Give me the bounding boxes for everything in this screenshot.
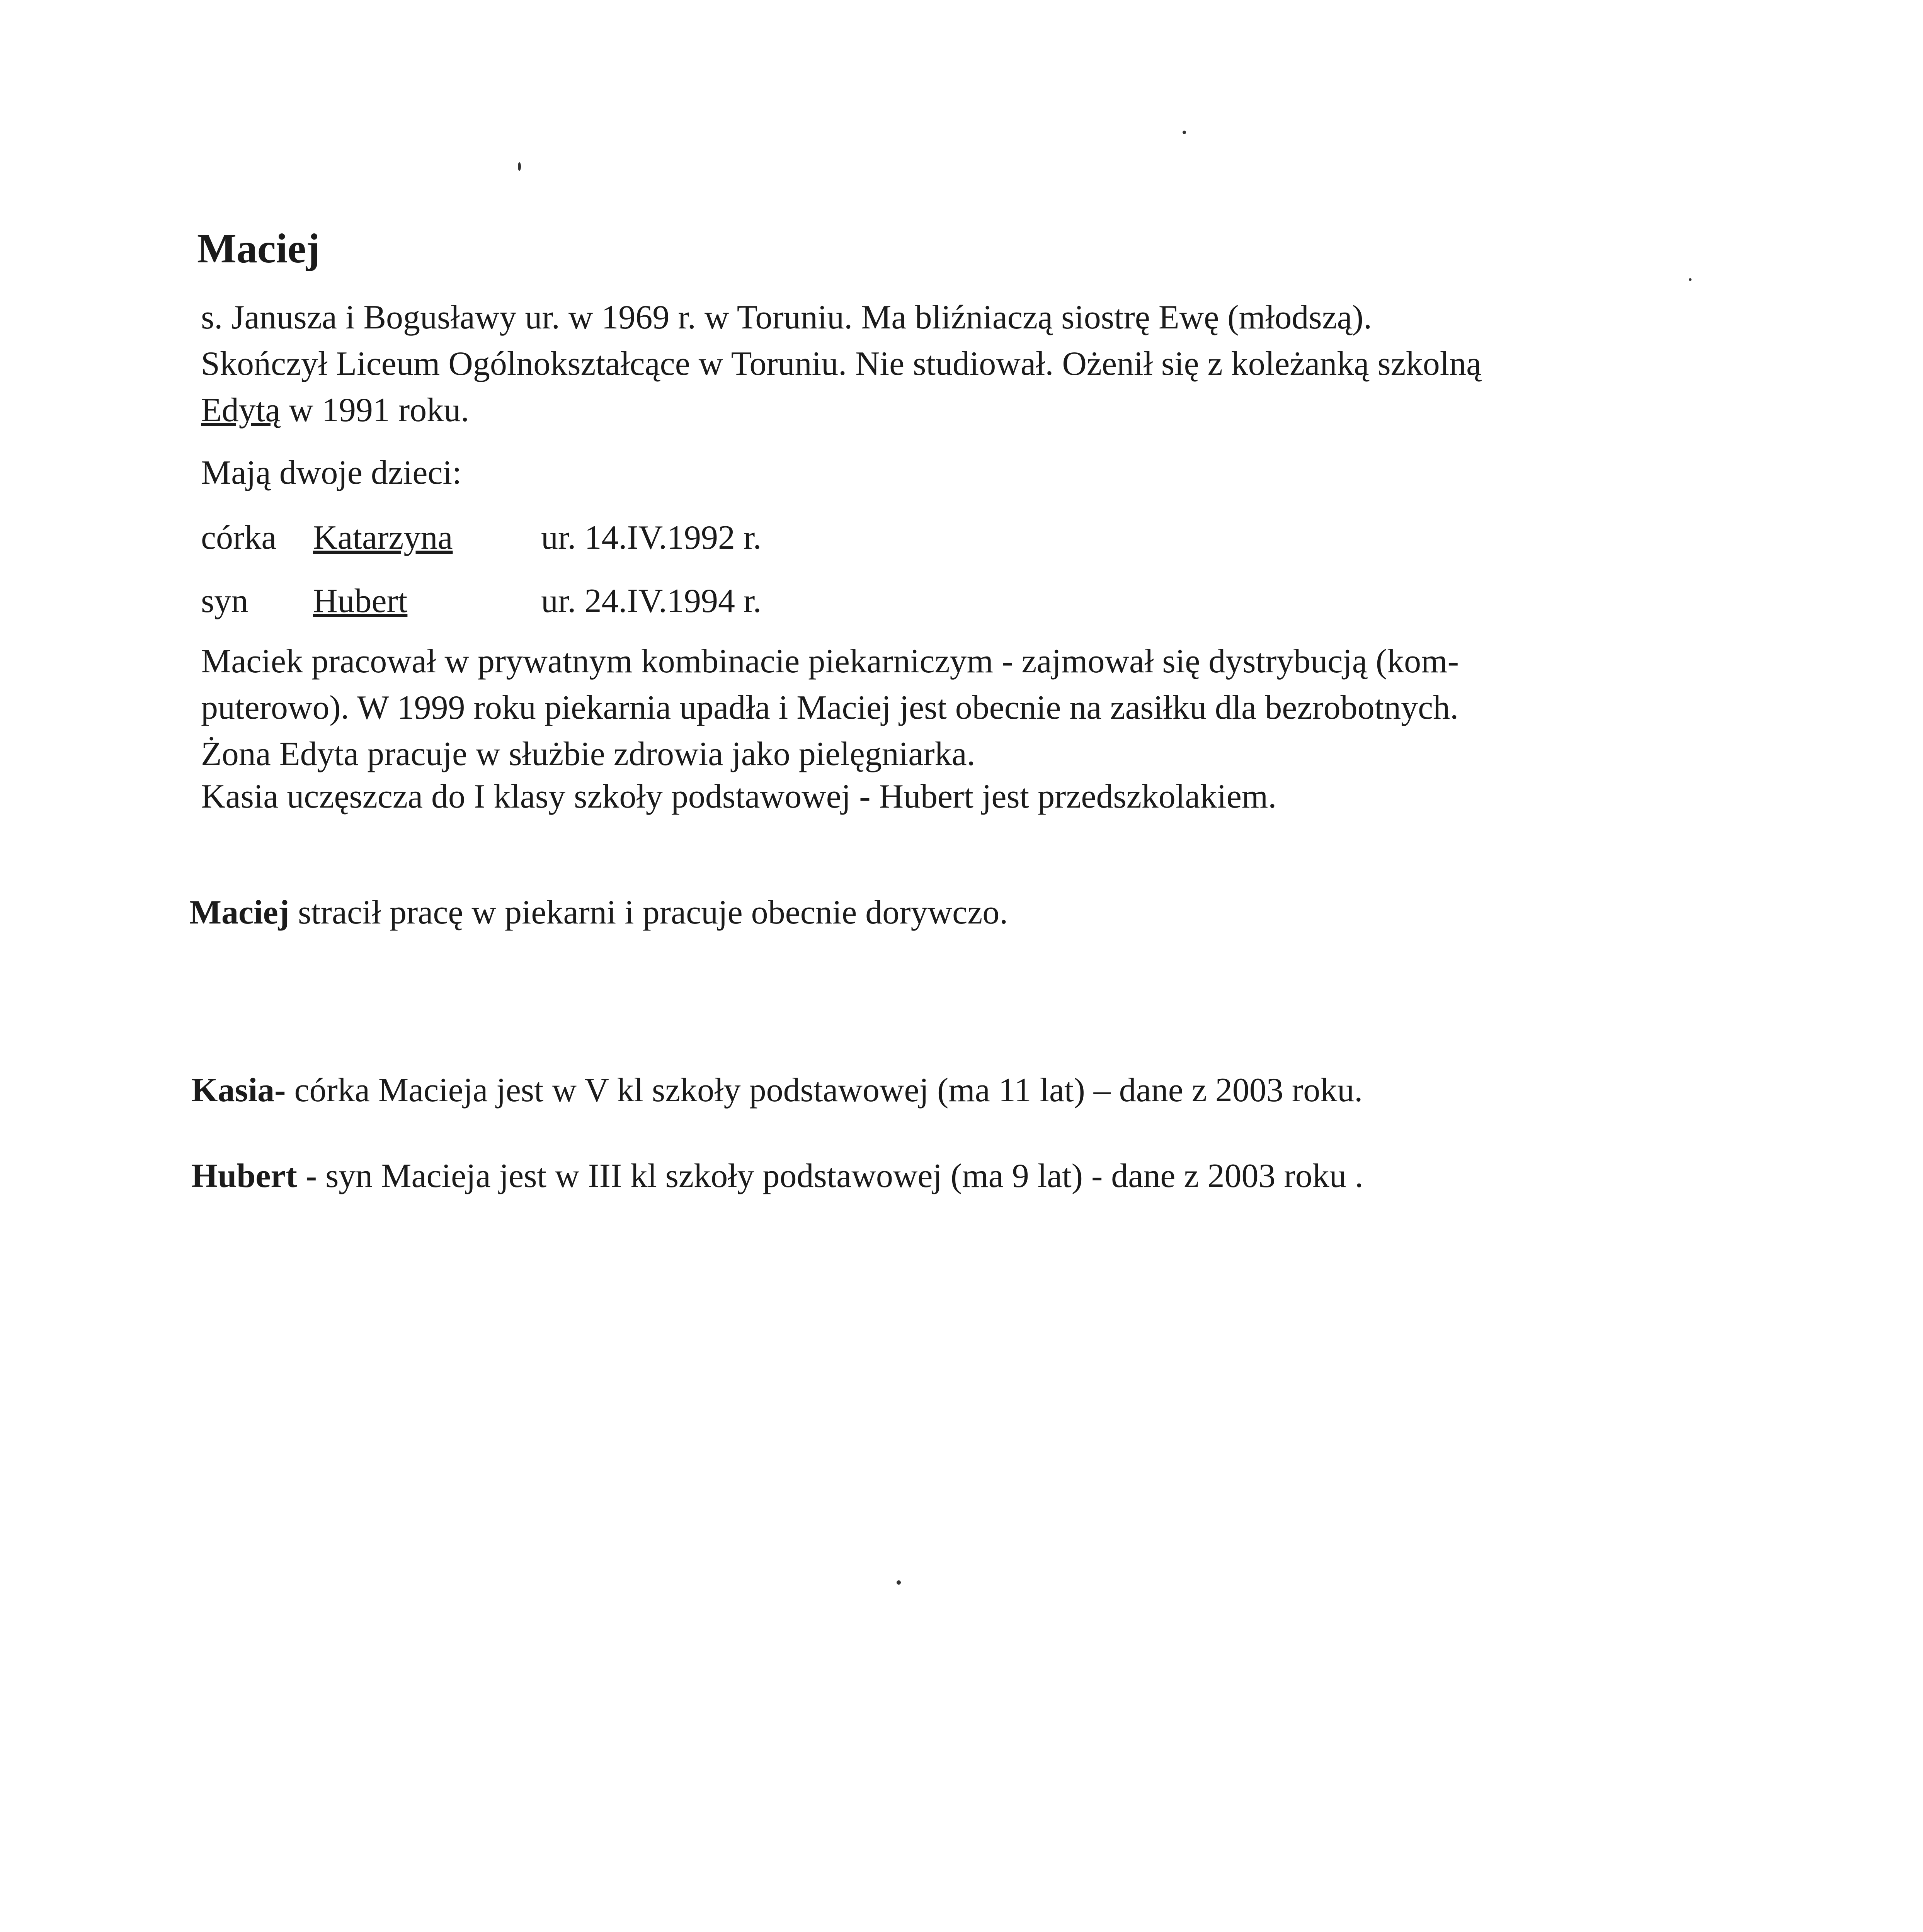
update-kasia-text: córka Macieja jest w V kl szkoły podstawowej (ma 11 lat) – dane z 2003 roku.: [286, 1071, 1363, 1109]
update-hubert: [191, 1159, 1363, 1193]
work-line-3: Żona Edyta pracuje w służbie zdrowia jako pielęgniarka.: [201, 735, 975, 773]
child-name: Hubert: [313, 582, 408, 620]
update-maciej: [189, 896, 1008, 930]
child-relation: córka: [201, 519, 277, 556]
child-birthdate: ur. 24.IV.1994 r.: [541, 582, 762, 620]
work-line-1: Maciek pracował w prywatnym kombinacie piekarniczym - zajmował się dystrybucją (kom-: [201, 643, 1459, 680]
intro-line-2: Skończył Liceum Ogólnokształcące w Toruniu. Nie studiował. Ożenił się z koleżanką szkolną: [201, 345, 1482, 383]
update-maciej-name: Maciej: [189, 894, 289, 931]
page-title: Maciej: [197, 226, 320, 272]
wife-name: Edytą: [201, 391, 281, 429]
update-hubert-text: syn Macieja jest w III kl szkoły podstawowej (ma 9 lat) - dane z 2003 roku .: [317, 1157, 1363, 1195]
scan-speck: [1689, 278, 1692, 281]
update-kasia-name: Kasia-: [191, 1071, 286, 1109]
update-maciej-text: stracił pracę w piekarni i pracuje obecnie dorywczo.: [289, 894, 1008, 931]
child-name: Katarzyna: [313, 519, 453, 556]
intro-line-1: s. Janusza i Bogusławy ur. w 1969 r. w Toruniu. Ma bliźniaczą siostrę Ewę (młodszą).: [201, 299, 1372, 336]
scan-speck: [518, 162, 521, 171]
scan-speck: [897, 1580, 901, 1585]
intro-line-3: [201, 393, 469, 427]
update-kasia: [191, 1073, 1363, 1107]
work-line-2: puterowo). W 1999 roku piekarnia upadła i Maciej jest obecnie na zasiłku dla bezrobotnych.: [201, 689, 1459, 726]
child-relation: syn: [201, 582, 248, 620]
scan-speck: [1183, 131, 1186, 134]
wife-year: w 1991 roku.: [280, 391, 470, 429]
work-line-4: Kasia uczęszcza do I klasy szkoły podstawowej - Hubert jest przedszkolakiem.: [201, 778, 1277, 815]
child-birthdate: ur. 14.IV.1992 r.: [541, 519, 762, 556]
children-intro: Mają dwoje dzieci:: [201, 454, 462, 492]
update-hubert-name: Hubert -: [191, 1157, 317, 1195]
